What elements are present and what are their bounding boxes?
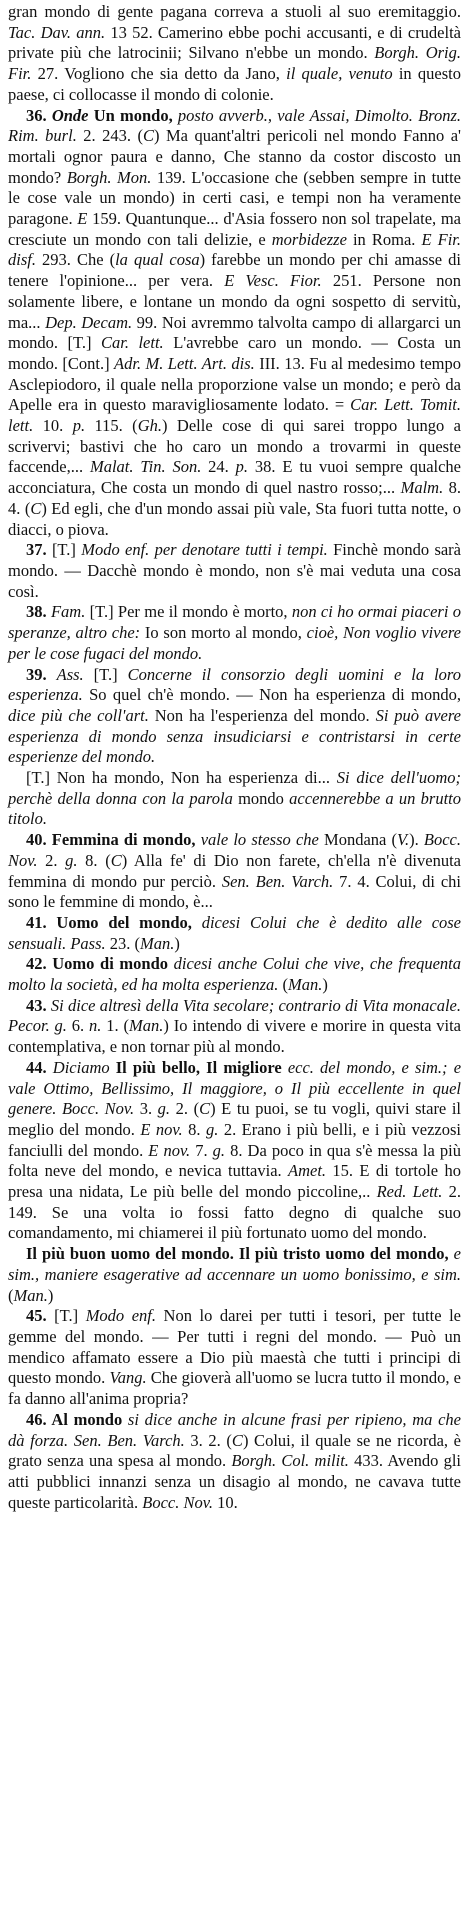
text-run: 38. [26, 602, 51, 622]
text-run: E [77, 209, 88, 229]
text-run: ( [278, 975, 289, 995]
text-run: Vang. [109, 1368, 147, 1388]
text-run: L'avrebbe caro un mondo. — Costa un mondo. [Cont.] [8, 333, 461, 373]
text-run: E nov. [140, 1119, 183, 1139]
text-run: ) Ed egli, che d'un mondo assai più vale, Sta fuori tutta notte, o diacci, o piova. [8, 498, 461, 539]
text-run: Tac. Dav. ann. [8, 22, 106, 42]
text-run: 45. [26, 1306, 55, 1326]
entry-paragraph-p40 [8, 830, 461, 913]
text-run: Non lo darei per tutti i tesori, per tutte le gemme del mondo. — Per tutti i regni del mondo. — Può un mendico affamato essere a Dio più maestà che tutti i principi di questo mondo. [8, 1306, 461, 1388]
text-run: 2. Erano i più belli, e i più vezzosi fanciulli del mondo. [8, 1119, 461, 1160]
text-run: E Vesc. Fior. [224, 271, 322, 291]
text-run: 8. Da poco in qua s'è messa la più folta neve del mondo, e nevica tuttavia. [8, 1140, 461, 1181]
text-run: Bocc. Nov. [142, 1492, 213, 1512]
text-run: Si dice altresì della Vita secolare; contrario di Vita monacale. Pecor. g. [8, 995, 461, 1036]
text-run: dicesi anche Colui che vive, che frequenta molto la società, ed ha molta esperienza. [8, 954, 462, 995]
text-run: Modo enf. per denotare tutti i tempi. [81, 540, 328, 560]
text-run: Si può avere esperienza di mondo senza insudiciarsi e contristarsi in certe esperienze del mondo. [8, 705, 461, 767]
text-run: ). [409, 830, 424, 850]
text-run: Gh. [137, 416, 162, 436]
text-run: Dimolto. Bronz. Rim. burl. [8, 105, 462, 146]
text-run: 6. [66, 1016, 90, 1036]
text-run: 115. ( [85, 416, 138, 436]
text-run: Un mondo, [88, 105, 173, 125]
text-run: Man. [140, 933, 175, 953]
text-run: il quale, venuto [286, 64, 393, 84]
text-run: ecc. del mondo, e sim.; e vale Ottimo, Bellissimo, Il maggiore, o Il più eccellente in quel genere. Bocc. Nov. [8, 1057, 462, 1119]
text-run: 39. [26, 664, 57, 684]
text-run: gran mondo di gente pagana correva a stuoli al suo eremitaggio. [8, 2, 461, 21]
text-run: morbidezze [271, 229, 347, 249]
entry-paragraph-p43 [8, 996, 461, 1058]
text-run: n. [89, 1016, 102, 1036]
text-run: So quel ch'è mondo. — Non ha esperienza di mondo, [82, 685, 461, 705]
text-run: Modo enf. [85, 1306, 157, 1326]
text-run: 23. ( [105, 933, 141, 953]
text-run: C [143, 126, 155, 146]
text-run: Finchè mondo sarà mondo. — Dacchè mondo è mondo, non s'è mai veduta una cosa così. [8, 540, 462, 601]
text-run: p. [235, 457, 249, 477]
text-run: Adr. M. Lett. Art. dis. [114, 353, 255, 373]
entry-paragraph-p44b [8, 1244, 461, 1306]
entry-paragraph-p42 [8, 954, 461, 995]
text-run: Borgh. Mon. [66, 167, 152, 187]
text-run: g. [212, 1140, 226, 1160]
text-run: C [231, 1430, 243, 1450]
entry-paragraph-p44 [8, 1058, 461, 1244]
text-run: ( [8, 1285, 14, 1305]
text-run: ) Ma quant'altri pericoli nel mondo Fanno a' mortali ognor paura e danno, Che stanno da costor discosto un mondo? [8, 126, 462, 187]
text-run: Bocc. Nov. [8, 830, 461, 870]
text-run: 139. L'occasione che (sebben sempre in tutte le cose vale un mondo) in certi casi, e tempi non ha veramente paragone. [8, 167, 461, 229]
text-run: 2. ( [170, 1099, 200, 1119]
text-run: 13 52. Camerino ebbe pochi accusanti, e di crudeltà private più che latrocinii; Silvano n'ebbe un mondo. [8, 22, 461, 63]
text-run: 8. ( [77, 850, 111, 870]
text-run: p. [72, 416, 86, 436]
text-run: 293. Che ( [35, 250, 116, 270]
entry-paragraph-p38 [8, 602, 461, 664]
text-run: [T.] Per me il mondo è morto, [85, 602, 292, 622]
text-run: ) farebbe un mondo per chi amasse di tenere l'opinione... per vera. [8, 250, 462, 291]
text-run: Malm. [400, 478, 444, 498]
text-run: ) Io intendo di vivere e morire in questa vita contemplativa, e non tornar più al mondo. [8, 1016, 462, 1057]
text-run: 8. [182, 1119, 206, 1139]
text-run: Car. Lett. Tomit. lett. [8, 395, 461, 436]
text-run: Borgh. Col. milit. [231, 1451, 349, 1471]
text-run: Il più bello, Il migliore [109, 1057, 282, 1077]
text-run: III. 13. Fu al medesimo tempo Asclepiodoro, il quale nella proporzione valse un mondo; e però da Apelle era in questo maravigliosamente lodato. = [8, 353, 461, 415]
text-run [52, 106, 89, 125]
text-run: 10. [212, 1492, 238, 1512]
text-run: Red. Lett. [376, 1182, 443, 1202]
entry-paragraph-p0 [8, 2, 461, 106]
text-run: ) Delle cose di qui sarei troppo lungo a scrivervi; bastivi che ho caro un mondo a trovarmi in queste faccende,... [8, 416, 461, 477]
text-run: V. [397, 830, 410, 850]
text-run: vale lo stesso che [195, 830, 319, 850]
text-run: C [110, 850, 122, 870]
entry-paragraph-p39b [8, 768, 461, 830]
text-run: Man. [129, 1016, 164, 1036]
text-run: g. [205, 1119, 219, 1139]
text-run: [T.] Non ha mondo, Non ha esperienza di... [26, 768, 337, 788]
text-run: cioè, Non voglio vivere per le cose fugaci del mondo. [8, 623, 461, 663]
entry-paragraph-p46 [8, 1410, 461, 1514]
text-run: [T.] [51, 540, 82, 560]
text-run: 37. [26, 540, 52, 560]
text-run: E Fir. disf. [8, 229, 461, 270]
text-run: g. [157, 1099, 171, 1119]
text-run: 24. [201, 457, 236, 477]
text-run: Mondana ( [318, 830, 398, 850]
text-run: Man. [288, 975, 323, 995]
entry-paragraph-p45 [8, 1306, 461, 1410]
entry-paragraph-p37 [8, 540, 461, 602]
text-run: ) Alla fe' di Dio non farete, ch'ella n'è divenuta femmina di mondo pur perciò. [8, 850, 462, 891]
text-run: 2. 243. ( [76, 126, 144, 146]
text-run: Fam. [50, 602, 86, 622]
text-run: Malat. Tin. Son. [89, 457, 202, 477]
text-run: Amet. [288, 1161, 327, 1181]
text-run: 251. Persone non solamente libere, e lontane un mondo da ogni sospetto di servitù, ma... [8, 271, 461, 332]
text-run: C [30, 498, 42, 518]
text-run: ) [47, 1285, 54, 1305]
text-run: 2. [37, 850, 66, 870]
text-run: accennerebbe a un brutto titolo. [8, 788, 462, 829]
text-run: dicesi Colui che è dedito alle cose sensuali. Pass. [8, 912, 462, 953]
text-run: Non ha l'esperienza del mondo. [148, 705, 376, 725]
text-run: 99. Noi avremmo talvolta campo di allargarci un mondo. [T.] [8, 312, 461, 353]
text-run: Ass. [56, 664, 84, 684]
text-run: ) Colui, il quale se ne ricorda, è grato senza una spesa al mondo. [8, 1430, 461, 1471]
text-run: Concerne il consorzio degli uomini e la loro esperienza. [8, 664, 461, 705]
text-run: Onde [51, 105, 89, 125]
text-run: 1. ( [101, 1016, 130, 1036]
text-run: Diciamo [52, 1057, 110, 1077]
text-run: 42. Uomo di mondo [26, 954, 169, 974]
text-run: dice più che coll'art. [8, 705, 149, 725]
text-run: posto avverb., vale Assai, [172, 105, 350, 125]
text-run: 40. Femmina di mondo, [26, 830, 196, 850]
text-run: E nov. [148, 1140, 191, 1160]
text-run: 2. 149. Se una volta io fossi fatto degno di qualche suo comandamento, mi chiamerei il più fortunato uomo del mondo. [8, 1182, 461, 1243]
text-run: 36. [26, 105, 52, 125]
text-run: 38. E tu vuoi sempre qualche acconciatura, Che costa un mondo di quel nastro rosso;... [8, 457, 462, 498]
text-run: Dep. Decam. [45, 312, 133, 332]
text-run: in Roma. [346, 229, 422, 249]
text-run: 8. 4. ( [8, 478, 462, 518]
text-run: Si dice dell'uomo; perchè della donna con la parola [8, 768, 461, 808]
text-run: 433. Avendo gli atti pubblici innanzi senza un disagio al mondo, ne cavava tutte queste particolarità. [8, 1451, 461, 1512]
text-run: 15. E di tortole ho presa una nidata, Le più belle del mondo piccoline,.. [8, 1161, 461, 1202]
entry-paragraph-p41 [8, 913, 461, 954]
text-run: mondo [232, 788, 290, 808]
text-run: [T.] [83, 664, 128, 684]
text-run: 3. [134, 1099, 158, 1119]
text-run: C [199, 1099, 211, 1119]
text-run: 27. Vogliono che sia detto da Jano, [31, 64, 287, 84]
text-run: [T.] [54, 1306, 86, 1326]
entry-paragraph-p36 [8, 106, 461, 541]
text-run: 44. [26, 1057, 53, 1077]
text-run: e sim., maniere esagerative ad accennare un uomo bonissimo, e sim. [8, 1244, 461, 1284]
text-run: 7. 4. Colui, di chi sono le femmine di mondo, è... [8, 871, 462, 912]
text-run: ) [174, 933, 180, 953]
text-run: Sen. Ben. Varch. [221, 871, 334, 891]
text-run: si dice anche in alcune frasi per ripieno, ma che dà forza. Sen. Ben. Varch. [8, 1409, 462, 1450]
text-run: g. [65, 850, 78, 870]
text-run: ) [322, 975, 328, 995]
entry-paragraph-p39 [8, 665, 461, 769]
text-run: 43. [26, 995, 51, 1015]
text-run: Borgh. Orig. Fir. [8, 43, 461, 84]
text-run: 41. Uomo del mondo, [26, 912, 192, 932]
text-run: Car. lett. [100, 333, 164, 353]
text-run: 46. Al mondo [26, 1409, 123, 1429]
text-run: Che gioverà all'uomo se lucra tutto il mondo, e fa danno all'anima propria? [8, 1368, 462, 1409]
text-run: Io son morto al mondo, [140, 623, 307, 643]
text-run: Man. [13, 1285, 48, 1305]
text-run: 159. Quantunque... d'Asia fossero non sol trapelate, ma cresciute un mondo con tali delizie, e [8, 209, 461, 249]
text-run: Il più buon uomo del mondo. Il più tristo uomo del mondo, [26, 1244, 449, 1264]
text-run: 7. [190, 1140, 213, 1160]
text-run: in questo paese, ci collocasse il mondo di colonie. [8, 64, 461, 104]
text-run: 3. 2. ( [184, 1430, 232, 1450]
text-run: la qual cosa [115, 250, 200, 270]
text-run: non ci ho ormai piaceri o speranze, altro che: [8, 602, 461, 643]
text-run: 10. [33, 416, 73, 436]
text-run: ) E tu puoi, se tu vogli, quivi stare il meglio del mondo. [8, 1099, 462, 1139]
